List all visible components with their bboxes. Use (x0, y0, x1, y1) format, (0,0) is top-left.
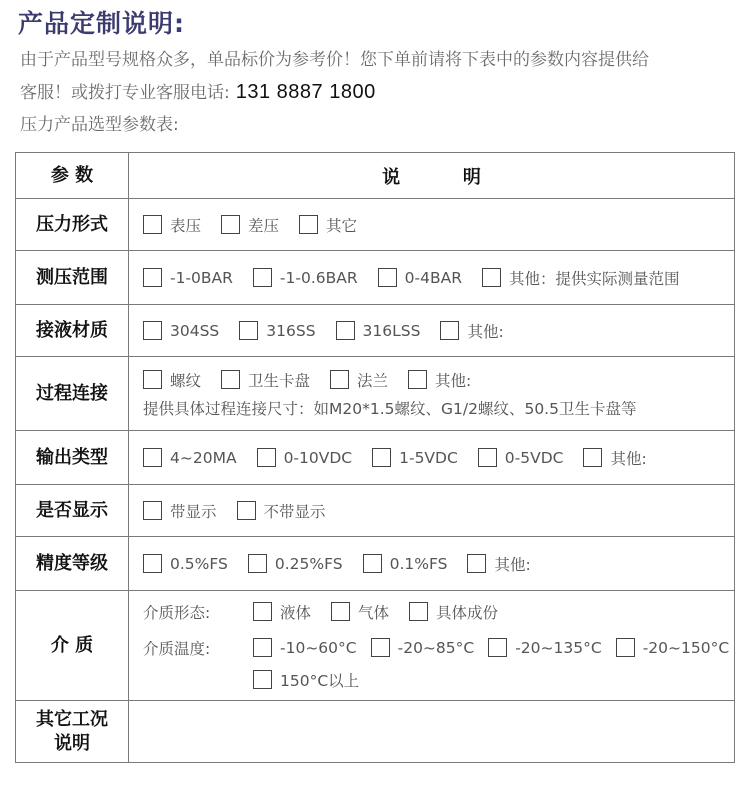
row-other-conditions (16, 701, 735, 763)
option-material-other[interactable]: 其他: (440, 320, 503, 342)
row-label: 输出类型 (16, 431, 129, 485)
row-label: 其它工况 说明 (16, 701, 129, 763)
checkbox[interactable] (143, 554, 162, 573)
option-accuracy-other[interactable]: 其他: (467, 553, 530, 575)
option-304ss[interactable]: 304SS (143, 321, 219, 340)
option-other[interactable]: 其它 (299, 214, 357, 236)
option-range-1[interactable]: -1-0BAR (143, 268, 233, 287)
checkbox[interactable] (143, 321, 162, 340)
option-range-3[interactable]: 0-4BAR (378, 268, 462, 287)
checkbox[interactable] (440, 321, 459, 340)
checkbox[interactable] (143, 448, 162, 467)
row-label: 介 质 (16, 591, 129, 701)
checkbox[interactable] (409, 602, 428, 621)
checkbox[interactable] (239, 321, 258, 340)
checkbox[interactable] (331, 602, 350, 621)
option-temp-1[interactable]: -10~60°C (253, 638, 357, 657)
checkbox[interactable] (478, 448, 497, 467)
checkbox[interactable] (616, 638, 635, 657)
option-0-5vdc[interactable]: 0-5VDC (478, 448, 564, 467)
option-range-other[interactable]: 其他：提供实际测量范围 (482, 267, 680, 289)
checkbox[interactable] (248, 554, 267, 573)
row-label: 是否显示 (16, 485, 129, 537)
checkbox[interactable] (253, 268, 272, 287)
row-pressure-type (16, 199, 735, 251)
row-label: 接液材质 (16, 305, 129, 357)
checkbox[interactable] (221, 215, 240, 234)
checkbox[interactable] (143, 370, 162, 389)
checkbox[interactable] (467, 554, 486, 573)
checkbox[interactable] (330, 370, 349, 389)
row-label: 测压范围 (16, 251, 129, 305)
intro-line-2-text: 客服！或拨打专业客服电话: (20, 83, 230, 103)
checkbox[interactable] (408, 370, 427, 389)
checkbox[interactable] (336, 321, 355, 340)
option-clamp[interactable]: 卫生卡盘 (221, 369, 310, 391)
option-1-5vdc[interactable]: 1-5VDC (372, 448, 458, 467)
option-316lss[interactable]: 316LSS (336, 321, 421, 340)
checkbox[interactable] (253, 638, 272, 657)
checkbox[interactable] (482, 268, 501, 287)
checkbox[interactable] (363, 554, 382, 573)
row-output (16, 431, 735, 485)
connection-note: 提供具体过程连接尺寸：如M20*1.5螺纹、G1/2螺纹、50.5卫生卡盘等 (143, 399, 637, 418)
option-temp-4[interactable]: -20~150°C (616, 638, 729, 657)
option-temp-3[interactable]: -20~135°C (488, 638, 601, 657)
checkbox[interactable] (299, 215, 318, 234)
option-0.5fs[interactable]: 0.5%FS (143, 554, 228, 573)
intro-line-2 (20, 76, 735, 109)
intro-line-1: 由于产品型号规格众多，单品标价为参考价！您下单前请将下表中的参数内容提供给 (20, 50, 649, 70)
option-range-2[interactable]: -1-0.6BAR (253, 268, 358, 287)
page-title: 产品定制说明: (18, 9, 185, 38)
option-with-display[interactable]: 带显示 (143, 500, 217, 522)
checkbox[interactable] (372, 448, 391, 467)
row-accuracy (16, 537, 735, 591)
option-differential[interactable]: 差压 (221, 214, 279, 236)
checkbox[interactable] (488, 638, 507, 657)
header-value: 说 明 (129, 153, 735, 199)
option-0-10vdc[interactable]: 0-10VDC (257, 448, 353, 467)
service-phone: 131 8887 1800 (235, 81, 376, 103)
option-composition[interactable]: 具体成份 (409, 601, 498, 623)
medium-form-label: 介质形态: (143, 603, 211, 622)
option-liquid[interactable]: 液体 (253, 601, 311, 623)
option-4-20ma[interactable]: 4~20MA (143, 448, 237, 467)
checkbox[interactable] (143, 501, 162, 520)
option-thread[interactable]: 螺纹 (143, 369, 201, 391)
parameter-table (15, 152, 735, 763)
row-range (16, 251, 735, 305)
checkbox[interactable] (143, 215, 162, 234)
row-material (16, 305, 735, 357)
option-0.1fs[interactable]: 0.1%FS (363, 554, 448, 573)
intro-text (20, 44, 735, 141)
row-medium (16, 591, 735, 701)
option-temp-2[interactable]: -20~85°C (371, 638, 475, 657)
table-header-row (16, 153, 735, 199)
intro-line-3: 压力产品选型参数表: (20, 115, 179, 135)
checkbox[interactable] (257, 448, 276, 467)
option-gas[interactable]: 气体 (331, 601, 389, 623)
checkbox[interactable] (378, 268, 397, 287)
checkbox[interactable] (143, 268, 162, 287)
checkbox[interactable] (253, 602, 272, 621)
row-label: 压力形式 (16, 199, 129, 251)
option-temp-5[interactable]: 150°C以上 (253, 669, 359, 691)
medium-temp-label: 介质温度: (143, 639, 211, 658)
checkbox[interactable] (371, 638, 390, 657)
row-label: 过程连接 (16, 357, 129, 431)
checkbox[interactable] (237, 501, 256, 520)
option-flange[interactable]: 法兰 (330, 369, 388, 391)
option-0.25fs[interactable]: 0.25%FS (248, 554, 343, 573)
row-display (16, 485, 735, 537)
option-gauge[interactable]: 表压 (143, 214, 201, 236)
checkbox[interactable] (583, 448, 602, 467)
option-output-other[interactable]: 其他: (583, 447, 646, 469)
row-connection (16, 357, 735, 431)
option-connection-other[interactable]: 其他: (408, 369, 471, 391)
other-conditions-field[interactable] (129, 701, 735, 763)
header-key: 参 数 (16, 153, 129, 199)
checkbox[interactable] (221, 370, 240, 389)
row-label: 精度等级 (16, 537, 129, 591)
checkbox[interactable] (253, 670, 272, 689)
option-316ss[interactable]: 316SS (239, 321, 315, 340)
option-without-display[interactable]: 不带显示 (237, 500, 326, 522)
